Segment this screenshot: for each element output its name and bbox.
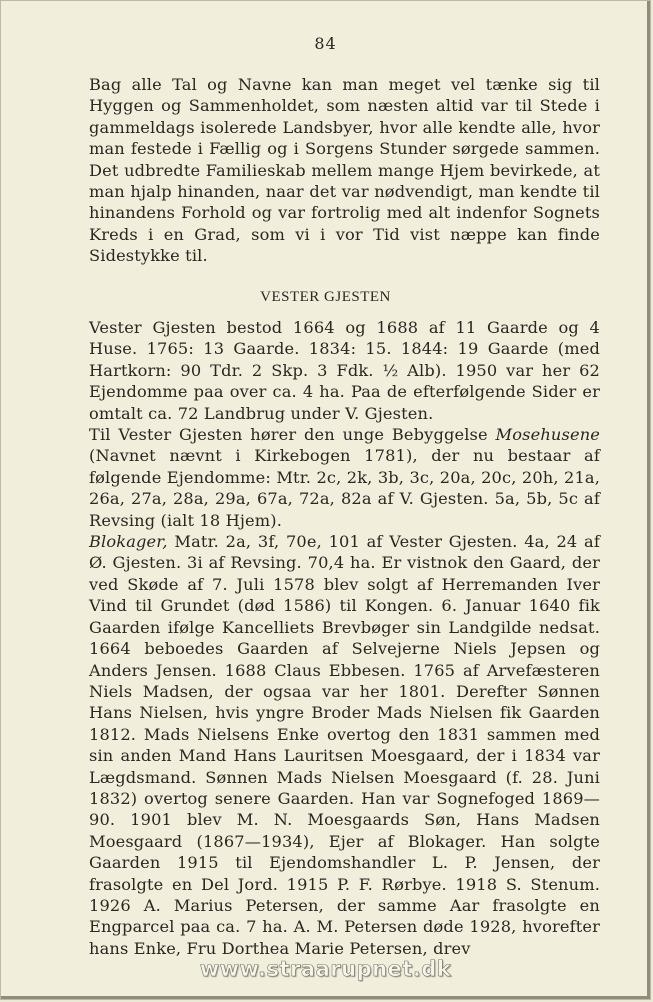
intro-text-block xyxy=(89,74,600,267)
place-name-blokager: Blokager, xyxy=(89,532,168,552)
place-name-mosehusene: Mosehusene xyxy=(495,425,600,445)
section-body xyxy=(89,317,600,959)
paragraph-blokager xyxy=(89,531,600,959)
section-heading: VESTER GJESTEN xyxy=(260,289,391,305)
paragraph-pre: Til Vester Gjesten hører den unge Bebyggelse xyxy=(89,425,496,445)
paragraph-mosehusene xyxy=(89,424,600,531)
paragraph-text: (Navnet nævnt i Kirkebogen 1781), der nu bestaar af følgende Ejendomme: Mtr. 2c, 2k, 3b, 3c, 20a, 20c, 20h, 21a, 26a, 27a, 28a, 29a, 67a, 72a, 82a af V. Gjesten. 5a, 5b, 5c af Revsing (ialt 18 Hjem). xyxy=(89,446,600,530)
paragraph-village-summary xyxy=(89,317,600,424)
paragraph-text: Matr. 2a, 3f, 70e, 101 af Vester Gjesten. 4a, 24 af Ø. Gjesten. 3i af Revsing. 70,4 ha. Er vistnok den Gaard, der ved Skøde af 7. Juli 1578 blev solgt af Herremanden Iver Vind til Grundet (død 1586) til Kongen. 6. Januar 1640 fik Gaarden ifølge Kancelliets Brevbøger sin Landgilde nedsat. 1664 beboedes Gaarden af Selvejerne Niels Jepsen og Anders Jensen. 1688 Claus Ebbesen. 1765 af Arvefæsteren Niels Madsen, der ogsaa var her 1801. Derefter Sønnen Hans Nielsen, hvis yngre Broder Mads Nielsen fik Gaarden 1812. Mads Nielsens Enke overtog den 1831 sammen med sin anden Mand Hans Lauritsen Moesgaard, der i 1834 var Lægdsmand. Sønnen Mads Nielsen Moesgaard (f. 28. Juni 1832) overtog senere Gaarden. Han var Sognefoged 1869—90. 1901 blev M. N. Moesgaards Søn, Hans Madsen Moesgaard (1867—1934), Ejer af Blokager. Han solgte Gaarden 1915 til Ejendomshandler L. P. Jensen, der frasolgte en Del Jord. 1915 P. F. Rørbye. 1918 S. Stenum. 1926 A. Marius Petersen, der samme Aar frasolgte en Engparcel paa ca. 7 ha. A. M. Petersen døde 1928, hvorefter hans Enke, Fru Dorthea Marie Petersen, drev xyxy=(89,532,600,958)
page-number: 84 xyxy=(314,34,337,53)
watermark: www.straarupnet.dk xyxy=(199,957,452,981)
intro-paragraph: Bag alle Tal og Navne kan man meget vel tænke sig til Hyggen og Sammenholdet, som næsten altid var til Stede i gammeldags isolerede Landsbyer, hvor alle kendte alle, hvor man festede i Fællig og i Sorgens Stunder sørgede sammen. Det udbredte Familieskab mellem mange Hjem bevirkede, at man hjalp hinanden, naar det var nødvendigt, man kendte til hinandens Forhold og var fortrolig med alt indenfor Sognets Kreds i en Grad, som vi i vor Tid vist næppe kan finde Sidestykke til. xyxy=(89,75,600,266)
paragraph-text: Vester Gjesten bestod 1664 og 1688 af 11 Gaarde og 4 Huse. 1765: 13 Gaarde. 1834: 15. 1844: 19 Gaarde (med Hartkorn: 90 Tdr. 2 Skp. 3 Fdk. ½ Alb). 1950 var her 62 Ejendomme paa over ca. 4 ha. Paa de efterfølgende Sider er omtalt ca. 72 Landbrug under V. Gjesten. xyxy=(89,318,600,423)
